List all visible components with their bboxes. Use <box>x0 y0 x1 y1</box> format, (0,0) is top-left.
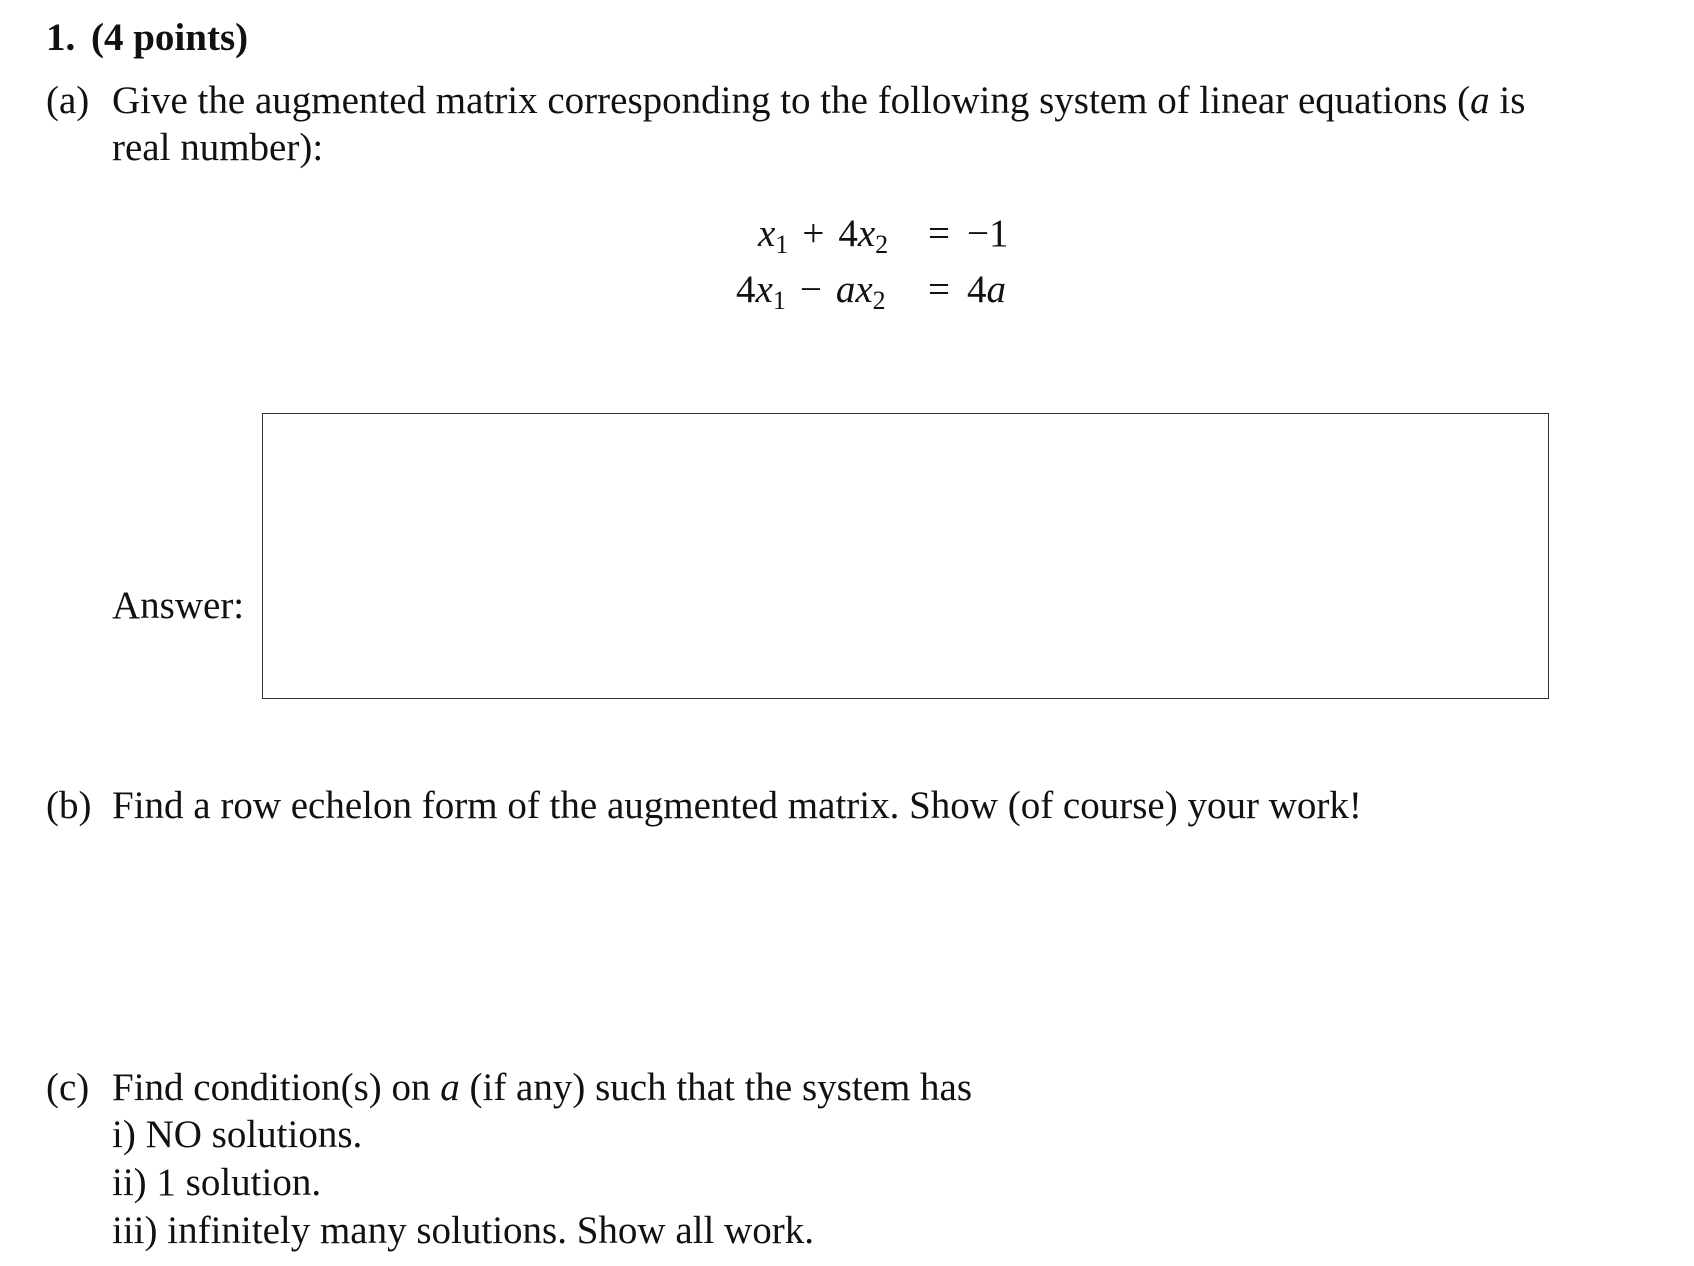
eq2-var1: x <box>755 268 773 311</box>
part-a-text-line1 <box>112 81 1525 120</box>
problem-header <box>46 18 248 57</box>
part-c-text-before-var: Find condition(s) on <box>112 1066 441 1109</box>
part-c-text-after-var: (if any) such that the system has <box>459 1066 973 1109</box>
equation-1 <box>758 212 889 259</box>
part-a-text-line2: real number): <box>112 126 324 169</box>
problem-number: 1. <box>46 16 76 59</box>
equation-2 <box>736 268 886 315</box>
eq2-coef1: 4 <box>736 268 756 311</box>
eq1-coef2: 4 <box>838 212 858 255</box>
eq1-var1: x <box>758 212 776 255</box>
part-c-variable: a <box>440 1066 460 1109</box>
eq1-rhs: −1 <box>967 212 1009 255</box>
part-a-text-before-var: Give the augmented matrix corresponding to the following system of linear equations ( <box>112 79 1471 122</box>
eq1-sub2: 2 <box>875 230 889 259</box>
eq1-var2: x <box>857 212 876 255</box>
eq2-var2: ax <box>835 268 873 311</box>
problem-points: (4 points) <box>91 16 249 59</box>
part-a-text-after-var: is <box>1489 79 1526 122</box>
part-a-label: (a) <box>46 79 90 122</box>
eq2-sub2: 2 <box>872 286 886 315</box>
part-c-item-2: ii) 1 solution. <box>112 1161 322 1204</box>
part-b-label: (b) <box>46 784 92 827</box>
eq2-sub1: 1 <box>772 286 786 315</box>
eq2-rhs-coef: 4 <box>967 268 987 311</box>
answer-box[interactable] <box>262 413 1549 699</box>
eq2-operator: − <box>799 268 822 311</box>
eq1-sub1: 1 <box>775 230 789 259</box>
part-a-variable: a <box>1470 79 1490 122</box>
eq2-equals: = <box>928 268 950 311</box>
eq1-operator: + <box>802 212 825 255</box>
part-b-text: Find a row echelon form of the augmented matrix. Show (of course) your work! <box>112 784 1362 827</box>
part-c-item-1: i) NO solutions. <box>112 1113 363 1156</box>
part-c-label: (c) <box>46 1066 90 1109</box>
eq1-equals: = <box>928 212 950 255</box>
part-c-item-3: iii) infinitely many solutions. Show all work. <box>112 1209 814 1252</box>
eq2-rhs-var: a <box>986 268 1006 311</box>
part-c-text <box>112 1068 972 1107</box>
answer-label: Answer: <box>112 584 245 627</box>
eq2-rhs <box>967 270 1006 309</box>
